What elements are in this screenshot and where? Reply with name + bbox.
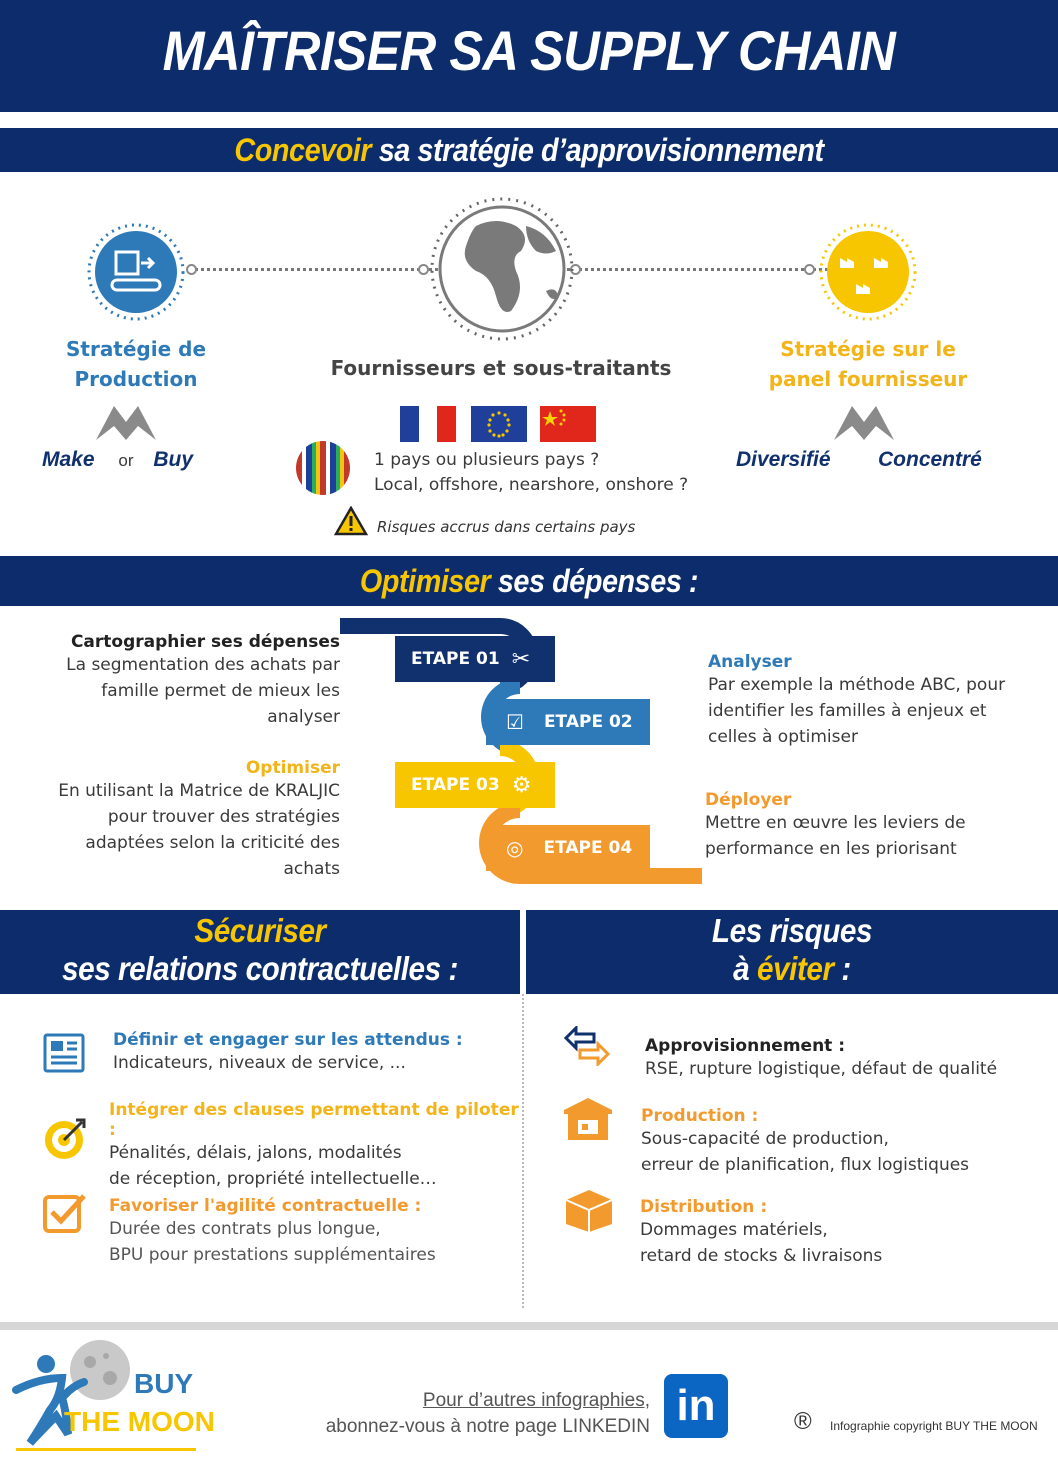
- section4-title-line1: Les risques: [711, 912, 873, 949]
- sec3-item-3-line: Durée des contrats plus longue,: [109, 1219, 381, 1239]
- eu-flag: [471, 406, 527, 442]
- step-03-title: Optimiser: [245, 758, 340, 778]
- step-03-label: ETAPE 03: [411, 775, 500, 795]
- sec3-item-3-line: BPU pour prestations supplémentaires: [109, 1245, 436, 1265]
- step-03-line: En utilisant la Matrice de KRALJIC: [58, 781, 340, 801]
- or-label: or: [118, 451, 134, 470]
- sec4-item-1-title: Approvisionnement :: [645, 1036, 846, 1056]
- step-04-title: Déployer: [705, 790, 792, 810]
- step-04-line: Mettre en œuvre les leviers de: [705, 813, 966, 833]
- production-title-line1: Stratégie de: [65, 337, 207, 361]
- sec4-item-3-line: Dommages matériels,: [640, 1220, 828, 1240]
- section1-title: [53, 128, 1005, 172]
- logo-buy: BUY: [134, 1368, 194, 1399]
- box-icon: [564, 1188, 614, 1234]
- step-03-line: achats: [283, 859, 340, 879]
- step-01-line: La segmentation des achats par: [66, 655, 340, 675]
- globe-icon: [426, 196, 578, 342]
- section4-title: [553, 912, 1032, 988]
- flags-globe-icon: [296, 441, 350, 495]
- step-04-text: [705, 790, 1045, 862]
- copyright-text: Infographie copyright BUY THE MOON: [830, 1419, 1038, 1433]
- panel-title: [758, 334, 978, 394]
- sec4-item-2-line: Sous-capacité de production,: [641, 1129, 889, 1149]
- diversifie-option: Diversifié: [736, 448, 831, 471]
- factory-icon: [562, 1096, 614, 1142]
- countries-line1: 1 pays ou plusieurs pays ?: [374, 450, 600, 470]
- step-01-line: famille permet de mieux les: [101, 681, 340, 701]
- document-icon: [42, 1032, 86, 1074]
- france-flag: [400, 406, 456, 442]
- linkedin-cta[interactable]: [320, 1388, 650, 1440]
- concentre-option: Concentré: [878, 448, 982, 471]
- mountain-icon: [94, 400, 158, 444]
- exchange-arrows-icon: [564, 1026, 610, 1066]
- panel-title-line2: panel fournisseur: [768, 367, 968, 391]
- section1-title-highlight: Concevoir: [234, 132, 372, 168]
- production-title-line2: Production: [74, 367, 198, 391]
- page-title: MAÎTRISER SA SUPPLY CHAIN: [162, 19, 896, 82]
- warning-text: Risques accrus dans certains pays: [377, 518, 636, 536]
- logo-underline: [16, 1448, 196, 1451]
- sec4-item-3-line: retard de stocks & livraisons: [640, 1246, 883, 1266]
- sec4-item-2: [641, 1106, 1051, 1178]
- warning-icon: [334, 506, 368, 536]
- step-02-line: identifier les familles à enjeux et: [708, 701, 987, 721]
- section4-title-suffix: :: [841, 950, 851, 987]
- step-04-label: ETAPE 04: [543, 838, 633, 858]
- step-02-line: celles à optimiser: [708, 727, 858, 747]
- step-02-text: [708, 652, 1048, 750]
- step-03-line: adaptées selon la criticité des: [85, 833, 340, 853]
- footer-divider: [0, 1322, 1058, 1330]
- step-01-text: [20, 632, 340, 730]
- sec3-item-2-title: Intégrer des clauses permettant de piloter :: [109, 1100, 519, 1140]
- sec4-item-1-line: RSE, rupture logistique, défaut de qualité: [645, 1059, 998, 1079]
- step-04-line: performance en les priorisant: [705, 839, 957, 859]
- countries-line2: Local, offshore, nearshore, onshore ?: [374, 475, 689, 495]
- sec3-item-1: [113, 1030, 513, 1076]
- step-01-label: ETAPE 01: [411, 649, 500, 669]
- section2-title: [53, 556, 1005, 606]
- section4-title-prefix: à: [733, 950, 750, 987]
- sec3-item-3: [109, 1196, 519, 1268]
- step-03: [395, 762, 555, 808]
- sec4-item-2-line: erreur de planification, flux logistiques: [641, 1155, 970, 1175]
- sec4-item-2-title: Production :: [641, 1106, 759, 1126]
- sec3-item-2-line: Pénalités, délais, jalons, modalités: [109, 1143, 402, 1163]
- section2-title-highlight: Optimiser: [359, 563, 491, 599]
- connector-dot: [186, 264, 197, 275]
- tools-icon: ✂: [511, 646, 531, 672]
- section3-title-rest: ses relations contractuelles :: [62, 950, 458, 987]
- countries-question: [374, 448, 734, 498]
- step-02-line: Par exemple la méthode ABC, pour: [708, 675, 1006, 695]
- production-icon: [86, 222, 186, 322]
- production-title: [36, 334, 236, 394]
- sec3-item-2-line: de réception, propriété intellectuelle…: [109, 1169, 437, 1189]
- target-icon: [42, 1116, 88, 1162]
- linkedin-icon[interactable]: in: [664, 1374, 728, 1438]
- buy-option: Buy: [153, 448, 194, 471]
- connector-dot: [804, 264, 815, 275]
- sec3-item-2: [109, 1100, 519, 1192]
- factory-circle-icon: [818, 222, 918, 322]
- step-01-line: analyser: [267, 707, 340, 727]
- logo-the-moon: THE MOON: [64, 1406, 215, 1437]
- make-or-buy: [42, 448, 242, 472]
- checkbox-icon: [42, 1192, 88, 1234]
- section1-title-rest: sa stratégie d’approvisionnement: [378, 132, 824, 168]
- china-flag: [540, 406, 596, 442]
- sec4-item-3: [640, 1197, 1050, 1269]
- section3-title: [26, 912, 494, 988]
- step-02-title: Analyser: [708, 652, 792, 672]
- suppliers-title: Fournisseurs et sous-traitants: [330, 356, 672, 380]
- make-option: Make: [42, 448, 95, 471]
- sec3-item-1-title: Définir et engager sur les attendus :: [113, 1030, 463, 1050]
- step-03-line: pour trouver des stratégies: [107, 807, 340, 827]
- sec4-item-1: [645, 1036, 1045, 1082]
- column-divider: [522, 994, 524, 1308]
- step-01-title: Cartographier ses dépenses: [70, 632, 340, 652]
- step-03-text: [20, 758, 340, 882]
- sec3-item-3-title: Favoriser l'agilité contractuelle :: [109, 1196, 422, 1216]
- panel-title-line1: Stratégie sur le: [780, 337, 956, 361]
- section3-title-highlight: Sécuriser: [194, 912, 326, 949]
- cta-line2: abonnez-vous à notre page LINKEDIN: [325, 1416, 650, 1437]
- step-04: [486, 825, 650, 871]
- step-02-label: ETAPE 02: [543, 712, 633, 732]
- document-check-icon: ☑: [506, 710, 524, 734]
- sec3-item-1-line: Indicateurs, niveaux de service, ...: [113, 1053, 406, 1073]
- mountain-icon: [832, 400, 896, 444]
- cta-line1[interactable]: Pour d’autres infographies,: [422, 1390, 650, 1411]
- target-dollar-icon: ◎: [506, 836, 524, 860]
- sec4-item-3-title: Distribution :: [640, 1197, 768, 1217]
- section2-title-rest: ses dépenses :: [497, 563, 699, 599]
- gear-check-icon: ⚙: [511, 772, 532, 798]
- registered-icon: ®: [794, 1408, 812, 1435]
- section4-title-highlight: éviter: [757, 950, 834, 987]
- step-01: [395, 636, 555, 682]
- step-02: [486, 699, 650, 745]
